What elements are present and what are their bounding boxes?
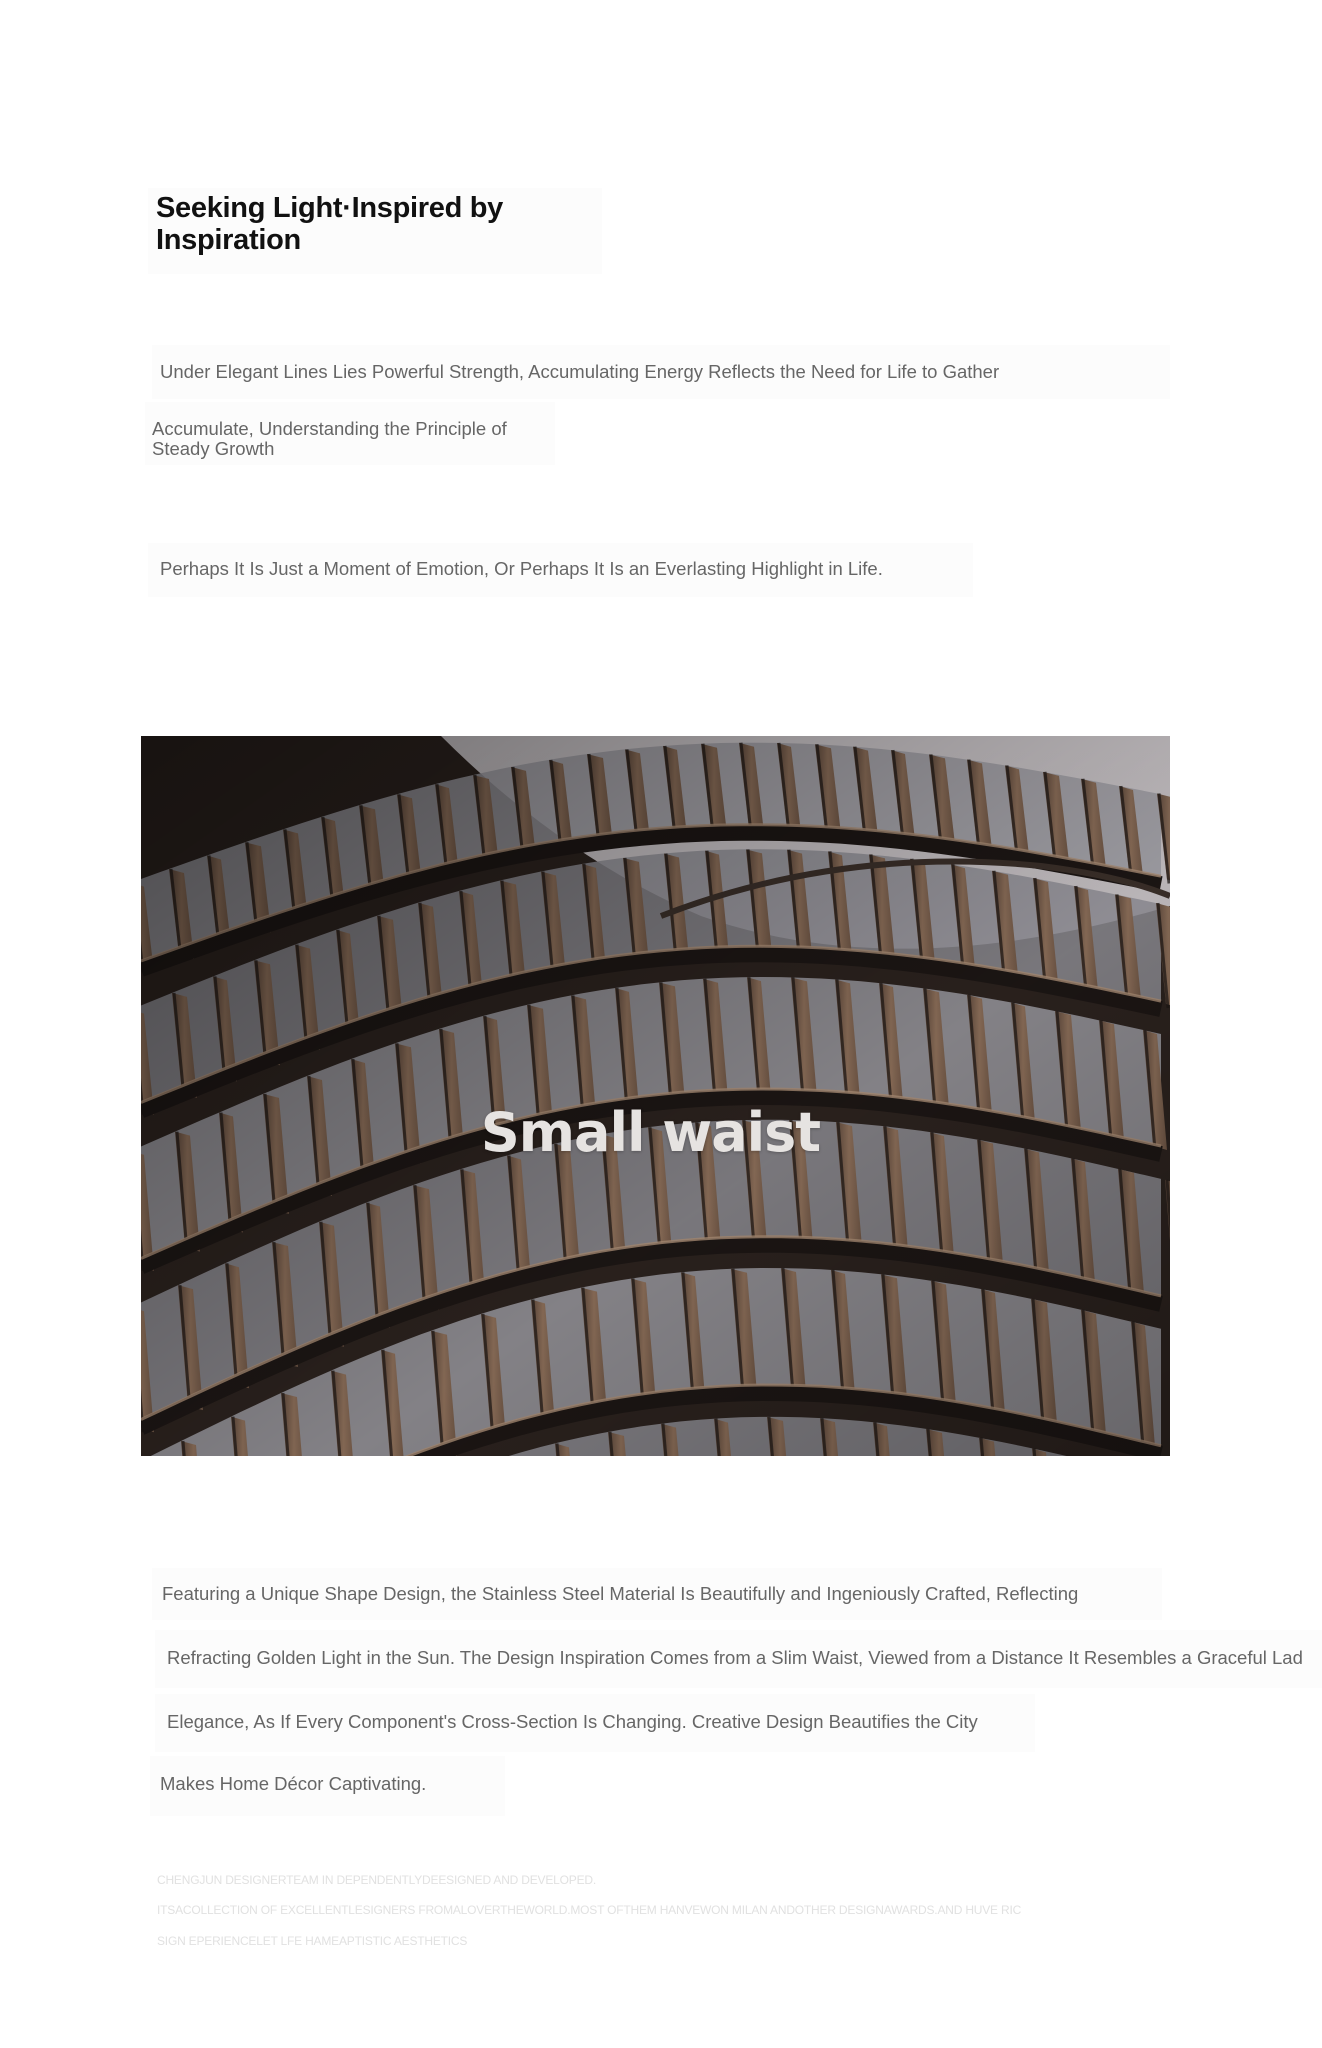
footer-line-3: SIGN EPERIENCELET LFE HAMEAPTISTIC AESTHETICS [157,1934,468,1948]
footer-line-1: CHENGJUN DESIGNERTEAM IN DEPENDENTLYDEESIGNED AND DEVELOPED. [157,1873,596,1887]
body-paragraph-2: Refracting Golden Light in the Sun. The Design Inspiration Comes from a Slim Waist, Viewed from a Distance It Resembles a Graceful Lad [155,1630,1322,1688]
intro-paragraph-1: Under Elegant Lines Lies Powerful Strength, Accumulating Energy Reflects the Need for Life to Gather [152,345,1170,399]
intro-paragraph-2: Accumulate, Understanding the Principle of Steady Growth [145,402,555,465]
body-paragraph-3: Elegance, As If Every Component's Cross-Section Is Changing. Creative Design Beautifies the City [155,1694,1035,1752]
body-paragraph-4: Makes Home Décor Captivating. [150,1756,505,1816]
title-block [148,188,602,274]
body-paragraph-1: Featuring a Unique Shape Design, the Stainless Steel Material Is Beautifully and Ingeniously Crafted, Reflecting [152,1568,1162,1620]
page-title: Seeking Light·Inspired by Inspiration [156,192,503,256]
building-photo [141,736,1170,1456]
hero-image [141,736,1170,1456]
intro-paragraph-3: Perhaps It Is Just a Moment of Emotion, Or Perhaps It Is an Everlasting Highlight in Life. [148,543,973,597]
footer-line-2: ITSACOLLECTION OF EXCELLENTLESIGNERS FROMALOVERTHEWORLD.MOST OFTHEM HANVEWON MILAN ANDOTHER DESIGNAWARDS.AND HUVE RIC [157,1903,1022,1917]
hero-caption: Small waist [480,1101,821,1164]
